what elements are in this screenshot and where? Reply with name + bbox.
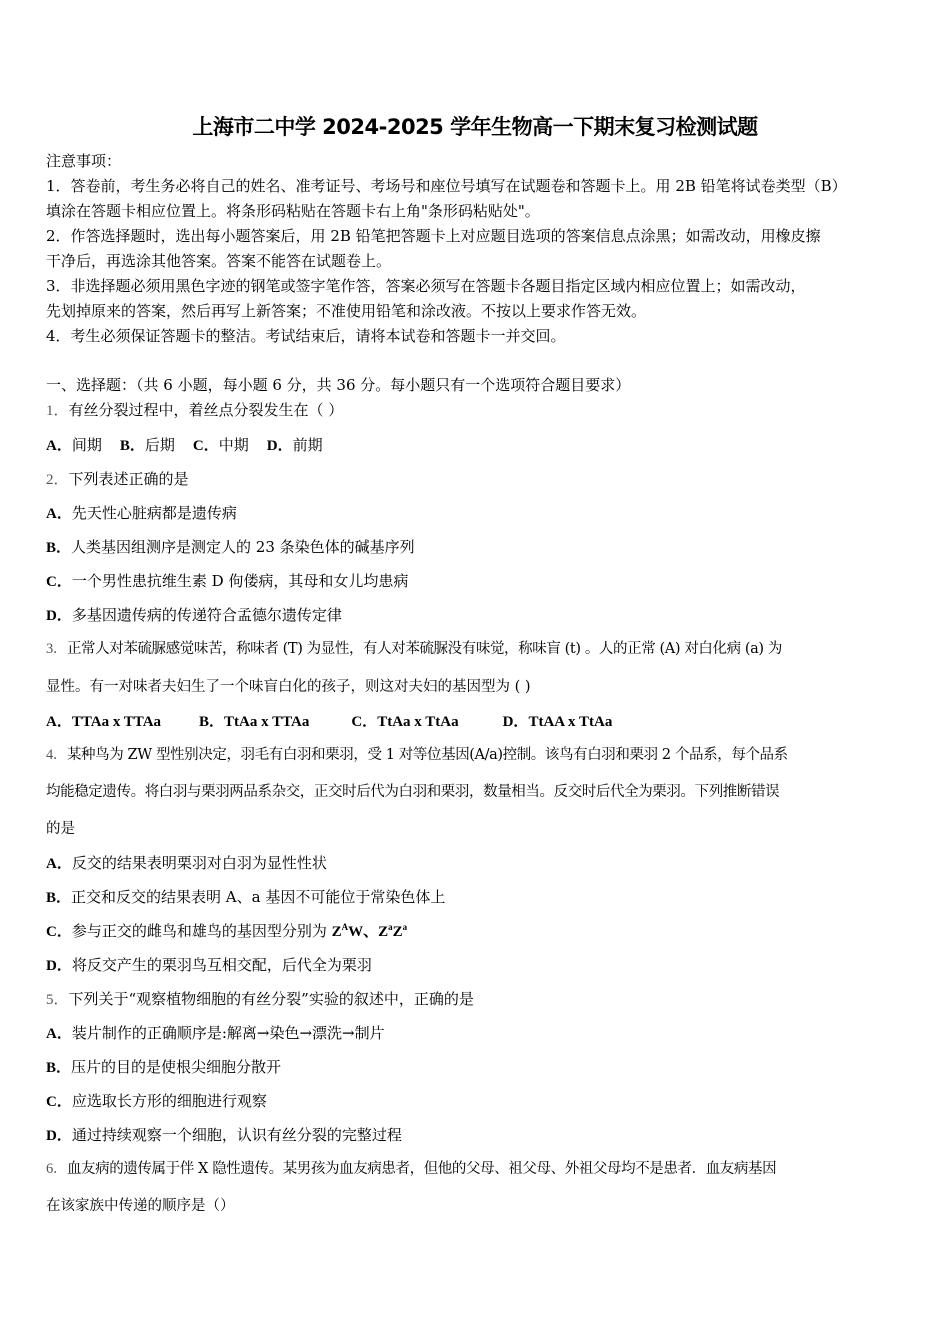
question-1-options xyxy=(46,435,323,456)
question-4-stem-cont: 均能稳定遗传。将白羽与栗羽两品系杂交，正交时后代为白羽和栗羽，数量相当。反交时后代全为栗羽。下列推断错误 xyxy=(46,784,780,800)
option-text: 将反交产生的栗羽鸟互相交配，后代全为栗羽 xyxy=(71,956,372,974)
option-text: 先天性心脏病都是遗传病 xyxy=(71,504,237,522)
notice-line: 3．非选择题必须用黑色字迹的钢笔或签字笔作答，答案必须写在答题卡各题目指定区域内相应位置上；如需改动， xyxy=(46,277,806,295)
question-number: 6． xyxy=(46,1161,67,1177)
question-1 xyxy=(46,400,343,421)
question-3 xyxy=(46,639,782,659)
notice-line: 1．答卷前，考生务必将自己的姓名、准考证号、考场号和座位号填写在试题卷和答题卡上。用 2B 铅笔将试卷类型（B） xyxy=(46,177,847,195)
option xyxy=(46,853,327,874)
option-text: 正交和反交的结果表明 A、a 基因不可能位于常染色体上 xyxy=(71,888,446,906)
question-number: 3． xyxy=(46,641,67,657)
question-stem: 正常人对苯硫脲感觉味苦，称味者 (T) 为显性，有人对苯硫脲没有味觉，称味盲 (t) 。人的正常 (A) 对白化病 (a) 为 xyxy=(66,641,782,657)
notice-line: 4．考生必须保证答题卡的整洁。考试结束后，请将本试卷和答题卡一并交回。 xyxy=(46,327,566,345)
question-stem: 血友病的遗传属于伴 X 隐性遗传。某男孩为血友病患者，但他的父母、祖父母、外祖父母均不是患者．血友病基因 xyxy=(66,1161,777,1177)
option-text: 参与正交的雌鸟和雄鸟的基因型分别为 xyxy=(71,922,332,940)
option xyxy=(46,537,415,558)
question-6 xyxy=(46,1159,776,1179)
genotype-formula: $Z^AW$、$Z^aZ^a$ xyxy=(331,922,408,940)
option-label: B． xyxy=(119,438,145,454)
notice-line: 干净后，再选涂其他答案。答案不能答在试题卷上。 xyxy=(46,252,392,270)
option-label: A． xyxy=(46,506,72,522)
question-3-options xyxy=(46,711,612,732)
option-text: TtAa x TTAa xyxy=(224,714,310,730)
option xyxy=(46,921,407,942)
question-6-stem-cont: 在该家族中传递的顺序是（） xyxy=(46,1198,235,1214)
question-stem: 某种鸟为 ZW 型性别决定，羽毛有白羽和栗羽，受 1 对等位基因(A/a)控制。该鸟有白羽和栗羽 2 个品系，每个品系 xyxy=(66,747,788,763)
option xyxy=(46,887,445,908)
option-label: C． xyxy=(46,574,72,590)
option-text: 间期 xyxy=(71,436,102,454)
option-text: 多基因遗传病的传递符合孟德尔遗传定律 xyxy=(71,606,342,624)
option-label: D． xyxy=(46,1128,72,1144)
question-stem: 有丝分裂过程中，着丝点分裂发生在（ ） xyxy=(68,401,344,419)
question-stem: 下列表述正确的是 xyxy=(68,470,189,488)
section-heading: 一、选择题：（共 6 小题，每小题 6 分，共 36 分。每小题只有一个选项符合题目要求） xyxy=(46,376,631,394)
option-label: B． xyxy=(46,1060,72,1076)
option-text: 一个男性患抗维生素 D 佝偻病，其母和女儿均患病 xyxy=(71,572,409,590)
option-text: 前期 xyxy=(292,436,323,454)
question-number: 2． xyxy=(46,472,69,488)
question-5 xyxy=(46,989,474,1010)
option-text: TtAa x TtAa xyxy=(377,714,459,730)
option xyxy=(46,571,408,592)
question-4 xyxy=(46,745,788,765)
option xyxy=(46,1091,267,1112)
option-text: 中期 xyxy=(218,436,249,454)
notice-line: 先划掉原来的答案，然后再写上新答案；不准使用铅笔和涂改液。不按以上要求作答无效。 xyxy=(46,302,647,320)
page-title: 上海市二中学 2024-2025 学年生物高一下期末复习检测试题 xyxy=(192,115,758,139)
option-label: B． xyxy=(199,714,225,730)
option-label: C． xyxy=(192,438,219,454)
option-label: A． xyxy=(46,714,72,730)
option-label: C． xyxy=(46,1094,72,1110)
question-4-stem-cont: 的是 xyxy=(46,821,75,837)
option-label: A． xyxy=(46,856,72,872)
option-text: 通过持续观察一个细胞，认识有丝分裂的完整过程 xyxy=(71,1126,402,1144)
option xyxy=(46,955,372,976)
notice-line: 填涂在答题卡相应位置上。将条形码粘贴在答题卡右上角"条形码粘贴处"。 xyxy=(46,202,540,220)
notice-heading: 注意事项： xyxy=(46,152,122,170)
option-text: 装片制作的正确顺序是:解离→染色→漂洗→制片 xyxy=(71,1024,385,1042)
option xyxy=(46,1057,281,1078)
question-stem: 下列关于“观察植物细胞的有丝分裂”实验的叙述中，正确的是 xyxy=(68,990,474,1008)
option xyxy=(46,1125,402,1146)
option-text: 反交的结果表明栗羽对白羽为显性性状 xyxy=(71,854,327,872)
question-number: 4． xyxy=(46,747,67,763)
option-label: B． xyxy=(46,890,72,906)
option-label: D． xyxy=(502,714,529,730)
notice-line: 2．作答选择题时，选出每小题答案后，用 2B 铅笔把答题卡上对应题目选项的答案信息点涂黑；如需改动，用橡皮擦 xyxy=(46,227,821,245)
question-number: 1． xyxy=(46,403,69,419)
option-text: 后期 xyxy=(144,436,175,454)
option-label: A． xyxy=(46,438,72,454)
question-number: 5． xyxy=(46,992,69,1008)
option-text: TtAA x TtAa xyxy=(528,714,613,730)
option-label: D． xyxy=(46,608,72,624)
option-label: D． xyxy=(46,958,72,974)
option-label: C． xyxy=(46,924,72,940)
option xyxy=(46,1023,385,1044)
question-3-stem-cont: 显性。有一对味者夫妇生了一个味盲白化的孩子，则这对夫妇的基因型为 ( ) xyxy=(46,679,531,695)
option-text: 压片的目的是使根尖细胞分散开 xyxy=(71,1058,282,1076)
option-label: C． xyxy=(351,714,378,730)
option xyxy=(46,605,342,626)
option-label: B． xyxy=(46,540,72,556)
option-label: D． xyxy=(266,438,293,454)
question-2 xyxy=(46,469,189,490)
option-text: 人类基因组测序是测定人的 23 条染色体的碱基序列 xyxy=(71,538,415,556)
option-label: A． xyxy=(46,1026,72,1042)
option xyxy=(46,503,237,524)
option-text: TTAa x TTAa xyxy=(71,714,162,730)
option-text: 应选取长方形的细胞进行观察 xyxy=(71,1092,267,1110)
